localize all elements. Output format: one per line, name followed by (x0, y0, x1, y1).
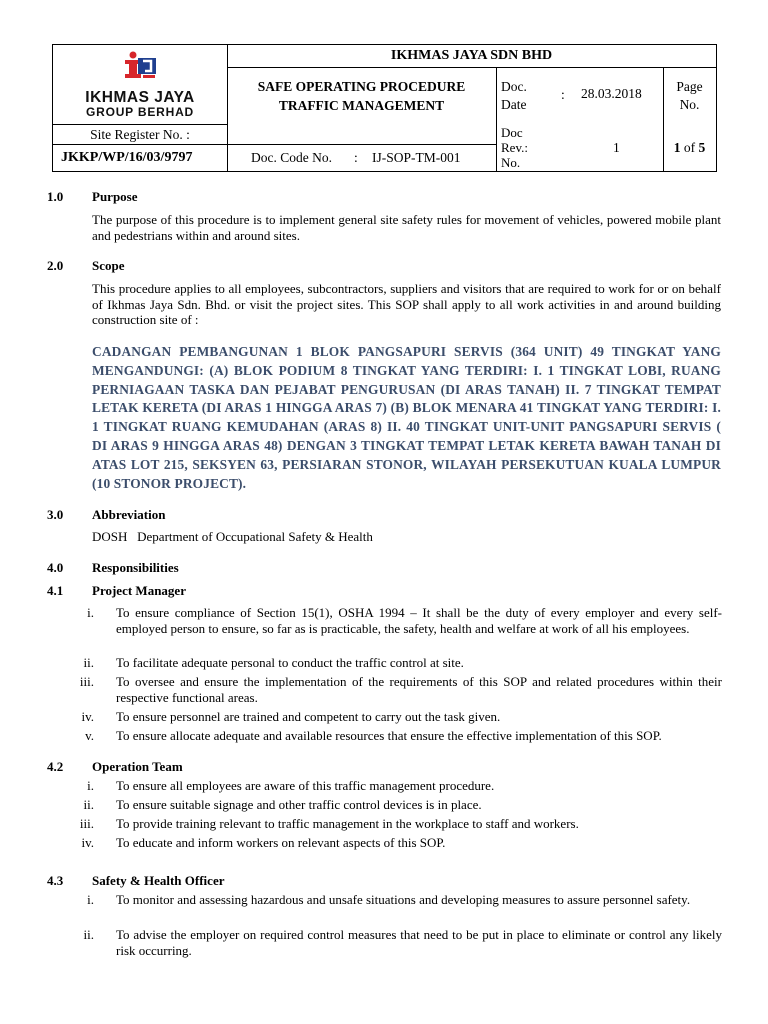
section-number: 4.3 (47, 873, 64, 888)
page-label-2: No. (679, 97, 700, 112)
list-item-numeral: i. (87, 605, 94, 620)
company-name: IKHMAS JAYA SDN BHD (390, 48, 553, 63)
doc-code-label: Doc. Code No. (251, 150, 332, 165)
logo-line-2: GROUP BERHAD (85, 105, 195, 119)
list-item-text: To ensure all employees are aware of this traffic management procedure. (116, 778, 495, 793)
section-number: 2.0 (47, 258, 64, 273)
site-register-label: Site Register No. : (90, 127, 190, 142)
list-item-numeral: ii. (83, 655, 94, 670)
project-description: CADANGAN PEMBANGUNAN 1 BLOK PANGSAPURI SERVIS (364 UNIT) 49 TINGKAT YANG MENGANDUNGI: (A) BLOK PODIUM 8 TINGKAT YANG TERDIRI: I. 1 TINGKAT LOBI, RUANG PERNIAGAAN TASKA DAN PEJABAT PENGURUSAN (DI ARAS TANAH) II. 7 TINGKAT TEMPAT LETAK KERETA (DI ARAS 1 HINGGA ARAS 7) (B) BLOK MENARA 41 TINGKAT YANG TERDIRI: I. 1 TINGKAT RUANG KEMUDAHAN (ARAS 8) II. 40 TINGKAT UNIT-UNIT PANGSAPURI SERVIS ( DI ARAS 9 HINGGA ARAS 48) DENGAN 3 TINGKAT TEMPAT LETAK KERETA BAWAH TANAH DI ATAS LOT 215, SEKSYEN 63, PERSIARAN STONOR, WILAYAH PERSEKUTUAN KUALA LUMPUR (10 STONOR PROJECT). (92, 344, 721, 491)
list-item-text: To advise the employer on required control measures that need to be put in place to eliminate or control any likely risk occurring. (116, 927, 722, 958)
page-number (663, 140, 716, 156)
document-header-table (52, 44, 717, 172)
list-item-numeral: iii. (79, 816, 94, 831)
section-title: Responsibilities (92, 560, 179, 575)
scope-text: This procedure applies to all employees, subcontractors, suppliers and visitors that are required to work for or on behalf of Ikhmas Jaya Sdn. Bhd. or visit the project sites. This SOP shall apply to all work activities in and around building construction site of : (92, 281, 721, 327)
doc-rev-label-1: Doc (501, 125, 523, 140)
company-logo-icon (121, 49, 161, 85)
doc-rev-label-3: No. (501, 155, 521, 170)
list-item-text: To oversee and ensure the implementation of the requirements of this SOP and related procedures within their respective functional areas. (116, 674, 722, 705)
doc-rev-label-2: Rev.: (501, 140, 528, 155)
list-item-numeral: iv. (81, 835, 94, 850)
list-item-text: To ensure allocate adequate and available resources that ensure the effective implementation of this SOP. (116, 728, 662, 743)
company-logo (53, 45, 227, 125)
list-item-text: To ensure suitable signage and other traffic control devices is in place. (116, 797, 482, 812)
list-item-numeral: i. (87, 778, 94, 793)
logo-line-1: IKHMAS JAYA (85, 89, 195, 106)
section-number: 4.1 (47, 583, 64, 598)
section-title: Abbreviation (92, 507, 166, 522)
section-title: Operation Team (92, 759, 183, 774)
list-item-numeral: v. (85, 728, 94, 743)
list-item-text: To educate and inform workers on relevant aspects of this SOP. (116, 835, 446, 850)
section-number: 4.0 (47, 560, 64, 575)
doc-code-value: IJ-SOP-TM-001 (372, 150, 461, 165)
sop-title-line-1: SAFE OPERATING PROCEDURE (257, 79, 466, 94)
list-item-text: To monitor and assessing hazardous and unsafe situations and developing measures to assure personnel safety. (116, 892, 691, 907)
list-item-text: To ensure personnel are trained and competent to carry out the task given. (116, 709, 501, 724)
sop-title-line-2: TRAFFIC MANAGEMENT (278, 98, 445, 113)
list-item-text: To facilitate adequate personal to conduct the traffic control at site. (116, 655, 464, 670)
list-item-numeral: i. (87, 892, 94, 907)
purpose-text: The purpose of this procedure is to implement general site safety rules for movement of vehicles, powered mobile plant and pedestrians within and around sites. (92, 212, 721, 243)
page-of: of (683, 140, 696, 155)
doc-code-colon: : (354, 150, 358, 165)
section-number: 4.2 (47, 759, 64, 774)
list-item-numeral: ii. (83, 797, 94, 812)
section-title: Purpose (92, 189, 138, 204)
page-current: 1 (673, 140, 681, 155)
list-item-text: To ensure compliance of Section 15(1), OSHA 1994 – It shall be the duty of every employer and every self-employed person to ensure, so far as is practicable, the safety, health and welfare at work of all his employees. (116, 605, 722, 636)
list-item-numeral: iii. (79, 674, 94, 689)
doc-date-value: 28.03.2018 (581, 86, 642, 101)
list-item-numeral: iv. (81, 709, 94, 724)
page-total: 5 (698, 140, 706, 155)
section-title: Scope (92, 258, 125, 273)
section-title: Project Manager (92, 583, 186, 598)
section-number: 1.0 (47, 189, 64, 204)
doc-date-colon: : (561, 87, 565, 102)
doc-date-label-1: Doc. (501, 79, 527, 94)
abbreviation-text: DOSH Department of Occupational Safety & Health (92, 529, 373, 544)
site-register-value: JKKP/WP/16/03/9797 (61, 150, 193, 165)
doc-rev-value: 1 (613, 140, 620, 155)
section-title: Safety & Health Officer (92, 873, 225, 888)
section-number: 3.0 (47, 507, 64, 522)
doc-date-label-2: Date (501, 97, 527, 112)
page-label-1: Page (676, 79, 703, 94)
list-item-text: To provide training relevant to traffic management in the workplace to staff and workers. (116, 816, 579, 831)
list-item-numeral: ii. (83, 927, 94, 942)
